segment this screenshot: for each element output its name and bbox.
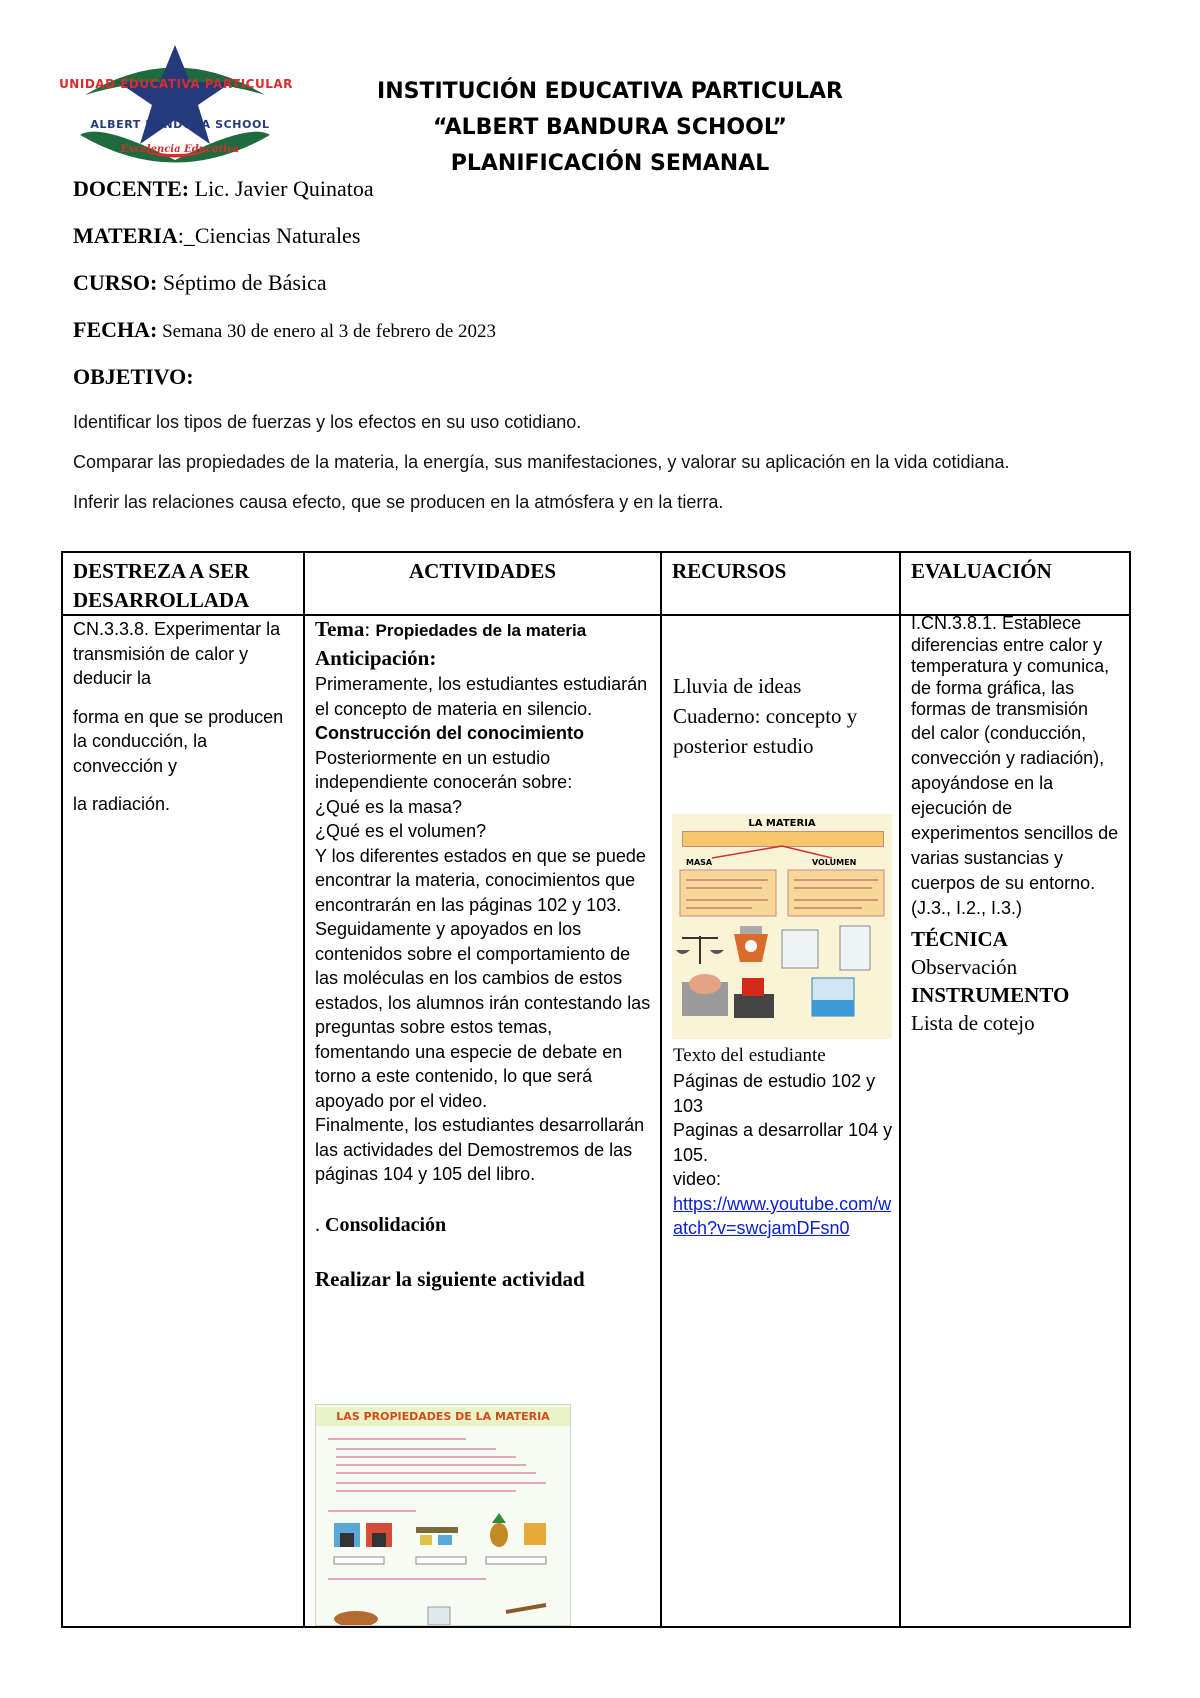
fecha-value: Semana 30 de enero al 3 de febrero de 2023 [157, 321, 497, 342]
destreza-text: forma en que se producen la conducción, la convección y [73, 706, 284, 776]
estados-text: Y los diferentes estados en que se puede encontrar la materia, conocimientos que encontrarán en las páginas 102 y 103. [315, 845, 646, 915]
instrumento-value: Lista de cotejo [911, 1010, 1035, 1035]
instrumento-label: INSTRUMENTO [911, 982, 1070, 1007]
objective-item: Inferir las relaciones causa efecto, que se producen en la atmósfera y en la tierra. [73, 492, 724, 512]
logo-line2: ALBERT BANDURA SCHOOL [90, 118, 270, 131]
school-logo [50, 40, 300, 170]
logo-line1: UNIDAD EDUCATIVA PARTICULAR [59, 77, 293, 91]
tema-label: Tema [315, 617, 365, 641]
tema-line [315, 617, 651, 644]
paginas-estudio: Páginas de estudio 102 y 103 [673, 1071, 876, 1116]
question-item: ¿Qué es el volumen? [315, 821, 487, 841]
chart-masa: MASA [686, 858, 713, 867]
logo-line3: Excelencia Educativa [120, 144, 240, 155]
info-block [73, 176, 1073, 532]
consolidacion-label: Consolidación [325, 1213, 447, 1236]
materia-row [73, 223, 1073, 270]
finalmente-text: Finalmente, los estudiantes desarrollarán las actividades del Demostremos de las páginas 104 y 105 del libro. [315, 1115, 645, 1184]
column-divider [660, 553, 662, 1626]
title-line3: PLANIFICACIÓN SEMANAL [450, 151, 770, 176]
realizar-heading: Realizar la siguiente actividad [315, 1267, 585, 1291]
anticipacion-heading: Anticipación: [315, 645, 437, 670]
consolidacion-heading [315, 1213, 651, 1238]
header-evaluacion: EVALUACIÓN [911, 559, 1052, 583]
cuaderno-text: Cuaderno: concepto y posterior estudio [673, 704, 858, 758]
recursos-top [673, 613, 895, 761]
worksheet-image [315, 1404, 571, 1626]
materia-label: MATERIA [73, 223, 178, 248]
header-destreza: DESTREZA A SER DESARROLLADA [73, 559, 250, 612]
texto-estudiante: Texto del estudiante [673, 1045, 826, 1066]
curso-label: CURSO: [73, 270, 158, 295]
objective-item: Identificar los tipos de fuerzas y los efectos en su uso cotidiano. [73, 412, 582, 432]
tecnica-value: Observación [911, 954, 1018, 979]
fecha-row [73, 317, 1073, 364]
indicador-text-2: del calor (conducción, convección y radiación), apoyándose en la ejecución de experimentos sencillos de varias sustancias y cuerpos de su entorno. (J.3., I.2., I.3.) [911, 722, 1119, 918]
tecnica-label: TÉCNICA [911, 926, 1008, 951]
video-link-wrap [673, 1192, 895, 1241]
header-recursos: RECURSOS [672, 559, 787, 583]
worksheet-title: LAS PROPIEDADES DE LA MATERIA [316, 1407, 570, 1426]
construccion-text: Posteriormente en un estudio independiente conocerán sobre: [315, 747, 573, 792]
docente-row [73, 176, 1073, 223]
evaluacion-cell [911, 613, 1123, 1037]
video-label: video: [673, 1169, 722, 1189]
actividades-cell [315, 617, 651, 1292]
header-actividades: ACTIVIDADES [408, 559, 557, 583]
worksheet-drawing-icon [316, 1427, 570, 1626]
destreza-text: la radiación. [73, 794, 171, 814]
docente-value: Lic. Javier Quinatoa [189, 176, 374, 201]
anticipacion-text: Primeramente, los estudiantes estudiarán el concepto de materia en silencio. [315, 674, 648, 719]
tema-colon: : [364, 617, 376, 641]
docente-label: DOCENTE: [73, 176, 190, 201]
construccion-heading: Construcción del conocimiento [315, 723, 585, 743]
video-link[interactable]: https://www.youtube.com/watch?v=swcjamDFsn0 [673, 1193, 892, 1238]
indicador-text: I.CN.3.8.1. Establece diferencias entre calor y temperatura y comunica, de forma gráfica, las formas de transmisión [911, 613, 1110, 719]
materia-chart-title: LA MATERIA [748, 818, 816, 829]
document-title [300, 74, 920, 182]
seguidamente-text: Seguidamente y apoyados en los contenidos sobre el comportamiento de las moléculas en los cambios de estos estados, los alumnos irán contestando las preguntas sobre estos temas, fomentando una especie de debate en torno a este contenido, lo que será apoyado por el video. [315, 919, 651, 1111]
materia-value: :_Ciencias Naturales [177, 223, 361, 248]
tema-value: Propiedades de la materia [375, 621, 587, 640]
title-line2: “ALBERT BANDURA SCHOOL” [432, 115, 788, 140]
curso-value: Séptimo de Básica [157, 270, 327, 295]
materia-chart-image [672, 814, 892, 1039]
column-divider [899, 553, 901, 1626]
consolidacion-prefix: . [315, 1213, 325, 1236]
materia-chart-drawing-icon [672, 814, 892, 1039]
lluvia-text: Lluvia de ideas [673, 674, 802, 698]
planning-table [61, 551, 1131, 1628]
chart-volumen: VOLUMEN [812, 858, 857, 867]
fecha-label: FECHA: [73, 317, 158, 342]
question-item: ¿Qué es la masa? [315, 796, 463, 817]
recursos-bottom [673, 1043, 895, 1241]
objective-item: Comparar las propiedades de la materia, la energía, sus manifestaciones, y valorar su aplicación en la vida cotidiana. [73, 452, 1010, 472]
objetivo-label: OBJETIVO: [73, 364, 194, 389]
title-line1: INSTITUCIÓN EDUCATIVA PARTICULAR [377, 79, 843, 104]
destreza-text: CN.3.3.8. Experimentar la transmisión de calor y deducir la [73, 619, 281, 688]
destreza-cell [73, 617, 295, 817]
curso-row [73, 270, 1073, 317]
column-divider [303, 553, 305, 1626]
paginas-desarrollar: Paginas a desarrollar 104 y 105. [673, 1120, 893, 1165]
